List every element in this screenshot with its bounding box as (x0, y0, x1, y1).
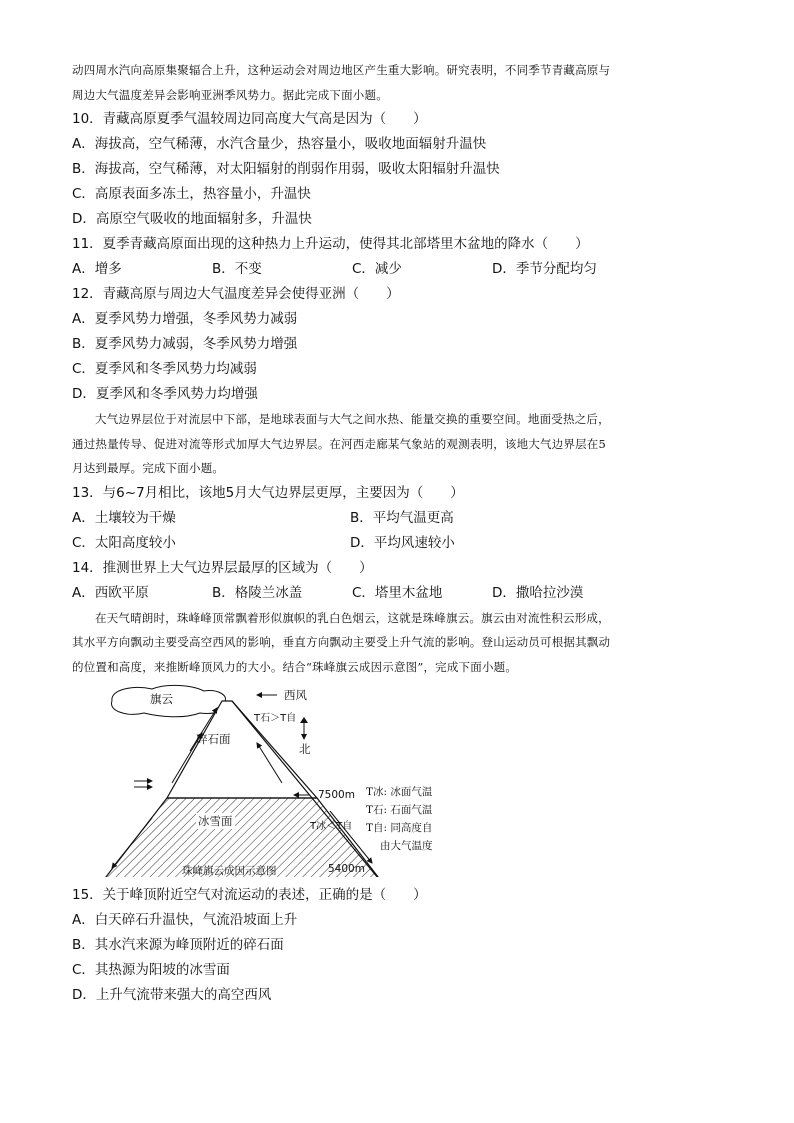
north-label: 北 (299, 742, 311, 756)
diagram-legend (366, 783, 433, 855)
passage2-line3: 月达到最厚。完成下面小题。 (72, 461, 225, 475)
q13-options-row2 (72, 531, 727, 556)
q12-option-d[interactable]: D．夏季风和冬季风势力均增强 (72, 386, 258, 402)
temperature-ice-label: T冰＜T自 (310, 821, 353, 832)
q11-options (72, 257, 727, 282)
q15-option-d[interactable]: D．上升气流带来强大的高空西风 (72, 987, 272, 1003)
diagram-caption: 珠峰旗云成因示意图 (182, 865, 277, 877)
q11-option-b[interactable]: B．不变 (212, 261, 262, 277)
question-13-stem: 13．与6~7月相比，该地5月大气边界层更厚，主要因为（ ） (72, 484, 464, 501)
q11-option-d[interactable]: D．季节分配均匀 (492, 261, 597, 277)
passage2-line2: 通过热量传导、促进对流等形式加厚大气边界层。在河西走廊某气象站的观测表明，该地大气边界层在5 (72, 436, 607, 451)
q13-option-b[interactable]: B．平均气温更高 (350, 509, 454, 526)
question-12-stem: 12．青藏高原与周边大气温度差异会使得亚洲（ ） (72, 286, 400, 302)
q10-option-a[interactable]: A．海拔高，空气稀薄，水汽含量少，热容量小，吸收地面辐射升温快 (72, 136, 487, 152)
q15-option-c[interactable]: C．其热源为阳坡的冰雪面 (72, 962, 230, 978)
passage1-line2: 周边大气温度差异会影响亚洲季风势力。据此完成下面小题。 (72, 87, 388, 102)
q12-option-c[interactable]: C．夏季风和冬季风势力均减弱 (72, 361, 257, 377)
ice-label: 冰雪面 (198, 814, 233, 828)
legend-free-air-temp: T自: 同高度自 (366, 822, 433, 834)
everest-banner-cloud-diagram (72, 683, 727, 877)
passage2-line1: 大气边界层位于对流层中下部，是地球表面与大气之间水热、能量交换的重要空间。地面受热之后， (95, 412, 610, 426)
q14-option-c[interactable]: C．塔里木盆地 (352, 584, 443, 601)
q10-option-c[interactable]: C．高原表面多冻土，热容量小，升温快 (72, 186, 311, 202)
gravel-label: 碎石面 (196, 732, 231, 746)
q12-option-b[interactable]: B．夏季风势力减弱，冬季风势力增强 (72, 336, 298, 352)
question-14-stem: 14．推测世界上大气边界层最厚的区域为（ ） (72, 559, 373, 576)
q13-option-c[interactable]: C．太阳高度较小 (72, 534, 176, 551)
q15-option-a[interactable]: A．白天碎石升温快，气流沿坡面上升 (72, 912, 298, 928)
q14-options (72, 581, 727, 606)
passage3-line2: 其水平方向飘动主要受高空西风的影响，垂直方向飘动主要受上升气流的影响。登山运动员可根据其飘动 (72, 635, 611, 649)
question-11-stem: 11．夏季青藏高原面出现的这种热力上升运动，使得其北部塔里木盆地的降水（ ） (72, 236, 589, 252)
temperature-top-label: T石＞T自 (254, 713, 297, 724)
cloud-label: 旗云 (150, 692, 173, 706)
legend-ice-temp: T冰: 冰面气温 (366, 786, 433, 798)
legend-stone-temp: T石: 石面气温 (366, 804, 433, 816)
q11-option-a[interactable]: A．增多 (72, 261, 122, 277)
q10-option-b[interactable]: B．海拔高，空气稀薄，对太阳辐射的削弱作用弱，吸收太阳辐射升温快 (72, 161, 500, 177)
q13-options-row1 (72, 506, 727, 531)
q15-option-b[interactable]: B．其水汽来源为峰顶附近的碎石面 (72, 937, 284, 953)
question-10-stem: 10．青藏高原夏季气温较周边同高度大气高是因为（ ） (72, 111, 427, 127)
exam-page (72, 58, 727, 1008)
q11-option-c[interactable]: C．减少 (352, 261, 402, 277)
question-15-stem: 15．关于峰顶附近空气对流运动的表述，正确的是（ ） (72, 887, 427, 903)
q13-option-d[interactable]: D．平均风速较小 (350, 534, 455, 551)
q13-option-a[interactable]: A．土壤较为干燥 (72, 509, 176, 526)
passage3-line1: 在天气晴朗时，珠峰峰顶常飘着形似旗帜的乳白色烟云，这就是珠峰旗云。旗云由对流性积云形成， (95, 610, 610, 625)
height-5400-label: 5400m (328, 863, 365, 875)
q14-option-a[interactable]: A．西欧平原 (72, 584, 149, 601)
passage3-line3: 的位置和高度，来推断峰顶风力的大小。结合“珠峰旗云成因示意图”，完成下面小题。 (72, 659, 518, 674)
passage1-line1: 动四周水汽向高原集聚辐合上升，这种运动会对周边地区产生重大影响。研究表明，不同季节青藏高原与 (72, 63, 611, 77)
legend-free-air-temp-cont: 由大气温度 (380, 840, 433, 852)
q14-option-d[interactable]: D．撒哈拉沙漠 (492, 584, 584, 601)
height-7500-label: 7500m (318, 789, 355, 801)
q10-option-d[interactable]: D．高原空气吸收的地面辐射多，升温快 (72, 211, 312, 227)
q14-option-b[interactable]: B．格陵兰冰盖 (212, 584, 303, 601)
q12-option-a[interactable]: A．夏季风势力增强，冬季风势力减弱 (72, 311, 298, 327)
west-wind-label: 西风 (284, 688, 307, 702)
